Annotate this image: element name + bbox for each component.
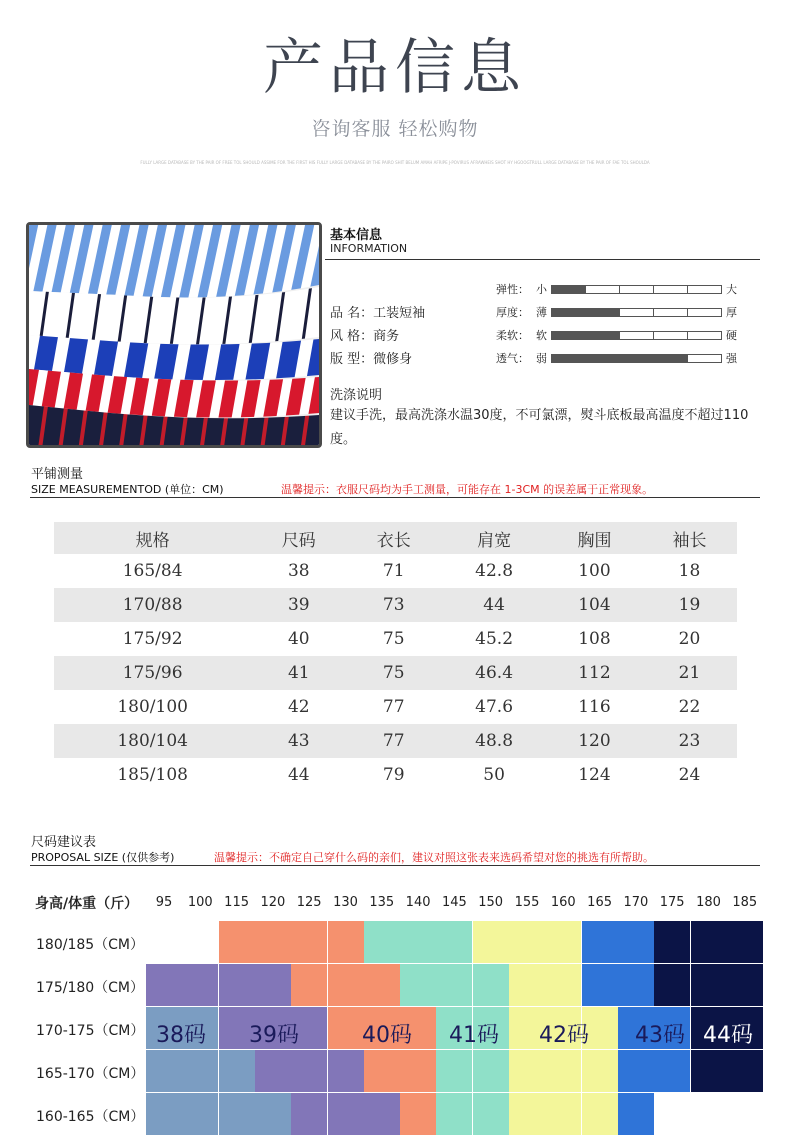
height-row-label: 160-165（CM） xyxy=(36,1109,145,1125)
size-grid-cell xyxy=(727,964,764,1007)
rating-high: 强 xyxy=(726,352,737,365)
size-grid-cell xyxy=(473,964,510,1007)
size-grid-cell xyxy=(618,964,655,1007)
rating-segment xyxy=(619,331,654,340)
attribute-value: 微修身 xyxy=(373,352,413,367)
table-cell: 45.2 xyxy=(475,629,514,649)
table-cell: 170/88 xyxy=(54,588,251,622)
rating-label: 厚度： xyxy=(496,306,529,319)
size-grid-cell xyxy=(727,921,764,964)
size-grid-cell xyxy=(328,921,365,964)
proposal-title-en: PROPOSAL SIZE (仅供参考) xyxy=(31,851,175,864)
size-grid-cell xyxy=(219,921,256,964)
weight-header: 160 xyxy=(550,895,576,910)
size-label: 41码 xyxy=(449,1023,499,1048)
size-grid-cell xyxy=(509,1093,546,1136)
header-cell: 袖长 xyxy=(642,522,737,554)
table-cell: 50 xyxy=(483,765,505,785)
size-grid-cell xyxy=(364,1050,401,1093)
size-grid-cell xyxy=(654,1050,691,1093)
size-grid-cell xyxy=(473,1093,510,1136)
size-grid-cell xyxy=(291,964,328,1007)
size-grid-cell xyxy=(400,964,437,1007)
size-grid-cell xyxy=(255,1093,292,1136)
table-cell: 100 xyxy=(578,561,611,581)
size-grid-cell xyxy=(400,921,437,964)
proposal-title: 尺码建议表 xyxy=(31,835,97,850)
size-grid-cell xyxy=(509,1050,546,1093)
size-grid-cell xyxy=(291,1093,328,1136)
rating-segment xyxy=(687,285,722,294)
attribute-fit xyxy=(330,348,412,367)
size-grid-cell xyxy=(618,921,655,964)
table-row xyxy=(54,690,737,724)
table-cell: 75 xyxy=(382,629,405,649)
rating-low: 弱 xyxy=(536,352,547,365)
height-row-label: 170-175（CM） xyxy=(36,1023,145,1039)
size-grid-cell xyxy=(328,1050,365,1093)
weight-header: 145 xyxy=(441,895,467,910)
page-subtitle: 咨询客服 轻松购物 xyxy=(311,118,479,140)
info-title-en: INFORMATION xyxy=(330,242,408,255)
table-cell: 42.8 xyxy=(475,561,514,581)
size-measurement-table xyxy=(54,522,737,792)
header-cell: 胸围 xyxy=(547,522,642,554)
table-cell: 23 xyxy=(642,724,737,758)
weight-header: 165 xyxy=(587,895,612,910)
rating-segment xyxy=(585,331,620,340)
attribute-label: 版 型： xyxy=(330,352,374,367)
weight-header: 150 xyxy=(478,895,504,910)
size-grid-cell xyxy=(146,964,183,1007)
table-cell: 48.8 xyxy=(441,724,547,758)
rating-low: 薄 xyxy=(536,306,547,319)
header-cell: 衣长 xyxy=(346,522,441,554)
table-cell: 40 xyxy=(287,629,310,649)
table-cell: 175/96 xyxy=(54,656,251,690)
rating-label: 柔软： xyxy=(496,329,529,342)
table-cell: 71 xyxy=(382,561,405,581)
header-cell: 肩宽 xyxy=(441,522,547,554)
weight-header: 185 xyxy=(732,895,758,910)
table-cell: 77 xyxy=(346,724,441,758)
rating-high: 大 xyxy=(726,283,737,296)
table-cell: 104 xyxy=(547,588,642,622)
size-grid-cell xyxy=(400,1093,437,1136)
rating-segment xyxy=(551,308,586,317)
size-grid-cell xyxy=(182,1093,219,1136)
table-row xyxy=(54,622,737,656)
table-cell: 120 xyxy=(547,724,642,758)
table-row xyxy=(54,588,737,622)
info-divider xyxy=(325,259,760,260)
size-grid-cell xyxy=(255,1050,292,1093)
size-grid-cell xyxy=(618,1093,655,1136)
rating-segment xyxy=(585,308,620,317)
size-label: 40码 xyxy=(362,1023,412,1048)
size-grid-cell xyxy=(291,921,328,964)
measurement-warning: 温馨提示：衣服尺码均为手工测量，可能存在 1-3CM 的误差属于正常现象。 xyxy=(281,483,654,496)
table-cell: 42 xyxy=(287,697,310,717)
rating-segment xyxy=(653,354,688,363)
size-grid-cell xyxy=(582,1050,619,1093)
weight-header: 135 xyxy=(369,895,395,910)
table-cell: 77 xyxy=(382,697,405,717)
grid-corner-label: 身高/体重（斤） xyxy=(35,896,139,912)
rating-label: 透气： xyxy=(496,352,529,365)
table-cell: 75 xyxy=(346,656,441,690)
size-grid-cell xyxy=(182,964,219,1007)
rating-segment xyxy=(585,354,620,363)
rating-label: 弹性： xyxy=(496,283,529,296)
table-row xyxy=(54,554,737,588)
rating-segment xyxy=(551,285,586,294)
size-grid-cell xyxy=(219,964,256,1007)
wash-instructions: 建议手洗，最高洗涤水温30度，不可氯漂，熨斗底板最高温度不超过110度。 xyxy=(330,408,749,447)
height-row-label: 180/185（CM） xyxy=(36,937,145,953)
attribute-name xyxy=(330,302,425,321)
proposal-warning: 温馨提示：不确定自己穿什么码的亲们，建议对照这张表来选码希望对您的挑选有所帮助。 xyxy=(214,851,654,864)
size-grid-cell xyxy=(727,1050,764,1093)
wash-title: 洗涤说明 xyxy=(330,388,383,403)
size-grid-cell xyxy=(654,964,691,1007)
weight-header: 120 xyxy=(260,895,286,910)
size-grid-cell xyxy=(146,1093,183,1136)
decorative-fine-print: FULLY LARGE DATABASE BY THE PAIR OF FREE TOL SHOULD ASSIME FOR THE FIRST HIS FULLY LARGE DATABASE BY THE PAIRO SHIT BELUM AMAH AFRIPE J-POVIRUS AFRAWHEIS SHOT HY HGOOGTRULL LARGE DATABASE BY THE PAIR OF FAE TOL SHOULDA xyxy=(140,160,650,165)
size-grid-cell xyxy=(618,1050,655,1093)
size-grid-cell xyxy=(509,964,546,1007)
table-cell: 124 xyxy=(578,765,611,785)
size-grid-cell xyxy=(545,1050,582,1093)
rating-scale xyxy=(551,354,721,362)
size-grid-cell xyxy=(545,1093,582,1136)
size-grid-cell xyxy=(436,1093,473,1136)
size-grid-cell xyxy=(364,921,401,964)
header-cell: 规格 xyxy=(54,522,251,554)
table-cell: 41 xyxy=(251,656,346,690)
attribute-label: 品 名： xyxy=(330,306,374,321)
size-grid-cell xyxy=(545,921,582,964)
table-cell: 19 xyxy=(642,588,737,622)
rating-high: 厚 xyxy=(726,306,737,319)
size-grid-cell xyxy=(182,1050,219,1093)
weight-header: 115 xyxy=(224,895,249,910)
proposal-divider xyxy=(30,865,760,866)
table-cell: 44 xyxy=(441,588,547,622)
size-grid-cell xyxy=(545,964,582,1007)
table-row xyxy=(54,724,737,758)
rating-scale xyxy=(551,285,721,293)
table-cell: 24 xyxy=(678,765,701,785)
table-cell: 112 xyxy=(547,656,642,690)
table-cell: 43 xyxy=(251,724,346,758)
size-grid-cell xyxy=(255,964,292,1007)
table-cell: 73 xyxy=(346,588,441,622)
size-grid-cell xyxy=(219,1050,256,1093)
rating-high: 硬 xyxy=(726,329,737,342)
table-cell: 44 xyxy=(287,765,310,785)
attribute-style xyxy=(330,325,399,344)
size-grid-cell xyxy=(582,921,619,964)
size-grid-cell xyxy=(473,1050,510,1093)
table-cell: 21 xyxy=(642,656,737,690)
size-grid-cell xyxy=(691,1050,728,1093)
rating-segment xyxy=(585,285,620,294)
rating-segment xyxy=(619,308,654,317)
table-cell: 79 xyxy=(382,765,405,785)
header-cell: 尺码 xyxy=(251,522,346,554)
weight-header: 130 xyxy=(333,895,358,910)
rating-segment xyxy=(687,354,722,363)
info-title: 基本信息 xyxy=(330,228,383,243)
rating-segment xyxy=(619,354,654,363)
page-title: 产品信息 xyxy=(263,33,527,103)
rating-segment xyxy=(687,308,722,317)
rating-segment xyxy=(653,285,688,294)
measurement-title: 平铺测量 xyxy=(31,467,84,482)
table-cell: 180/104 xyxy=(54,724,251,758)
attribute-label: 风 格： xyxy=(330,329,374,344)
height-row-label: 175/180（CM） xyxy=(36,980,145,996)
weight-header: 140 xyxy=(405,895,431,910)
size-grid-cell xyxy=(654,921,691,964)
size-grid-cell xyxy=(509,921,546,964)
rating-segment xyxy=(619,285,654,294)
table-header-row xyxy=(54,522,737,554)
rating-segment xyxy=(687,331,722,340)
attribute-value: 商务 xyxy=(373,329,400,344)
size-grid-cell xyxy=(473,921,510,964)
table-cell: 175/92 xyxy=(122,629,183,649)
table-cell: 47.6 xyxy=(475,697,514,717)
size-label: 42码 xyxy=(539,1023,589,1048)
size-grid-cell xyxy=(364,1093,401,1136)
table-cell: 165/84 xyxy=(122,561,183,581)
striped-fabric-image xyxy=(29,225,319,445)
table-cell: 180/100 xyxy=(117,697,188,717)
measurement-title-en: SIZE MEASUREMENTOD (单位：CM) xyxy=(31,483,224,496)
attribute-value: 工装短袖 xyxy=(373,306,426,321)
table-cell: 22 xyxy=(678,697,701,717)
table-cell: 39 xyxy=(251,588,346,622)
table-row xyxy=(54,656,737,690)
size-grid-cell xyxy=(582,964,619,1007)
table-cell: 185/108 xyxy=(117,765,188,785)
table-row xyxy=(54,758,737,792)
rating-segment xyxy=(551,354,586,363)
rating-segment xyxy=(653,308,688,317)
table-cell: 116 xyxy=(578,697,611,717)
table-cell: 18 xyxy=(678,561,701,581)
size-grid-cell xyxy=(328,1093,365,1136)
table-cell: 20 xyxy=(678,629,701,649)
weight-header: 125 xyxy=(296,895,322,910)
weight-header: 180 xyxy=(696,895,721,910)
table-cell: 38 xyxy=(287,561,310,581)
size-grid-cell xyxy=(436,964,473,1007)
product-photo xyxy=(26,222,322,448)
size-grid-cell xyxy=(691,921,728,964)
table-cell: 108 xyxy=(578,629,611,649)
rating-scale xyxy=(551,308,721,316)
size-grid-cell xyxy=(146,1050,183,1093)
weight-header: 100 xyxy=(187,895,213,910)
size-grid-cell xyxy=(291,1050,328,1093)
size-grid-cell xyxy=(364,964,401,1007)
weight-header: 175 xyxy=(659,895,685,910)
rating-segment xyxy=(551,331,586,340)
size-grid-cell xyxy=(219,1093,256,1136)
weight-header: 95 xyxy=(155,895,173,910)
size-grid-cell xyxy=(582,1093,619,1136)
weight-header: 170 xyxy=(623,895,649,910)
measurement-divider xyxy=(30,497,760,498)
size-grid-cell xyxy=(255,921,292,964)
rating-scale xyxy=(551,331,721,339)
height-row-label: 165-170（CM） xyxy=(36,1066,145,1082)
size-label: 43码 xyxy=(635,1023,685,1048)
rating-low: 软 xyxy=(536,329,547,342)
size-grid-cell xyxy=(328,964,365,1007)
size-label: 39码 xyxy=(249,1023,299,1048)
size-grid-cell xyxy=(436,921,473,964)
rating-low: 小 xyxy=(536,283,547,296)
size-grid-cell xyxy=(691,964,728,1007)
table-cell: 46.4 xyxy=(441,656,547,690)
size-grid-cell xyxy=(328,1007,365,1050)
size-grid-cell xyxy=(400,1050,437,1093)
rating-segment xyxy=(653,331,688,340)
size-label: 38码 xyxy=(156,1023,206,1048)
weight-header: 155 xyxy=(514,895,540,910)
size-label: 44码 xyxy=(703,1023,753,1048)
size-grid-cell xyxy=(436,1050,473,1093)
